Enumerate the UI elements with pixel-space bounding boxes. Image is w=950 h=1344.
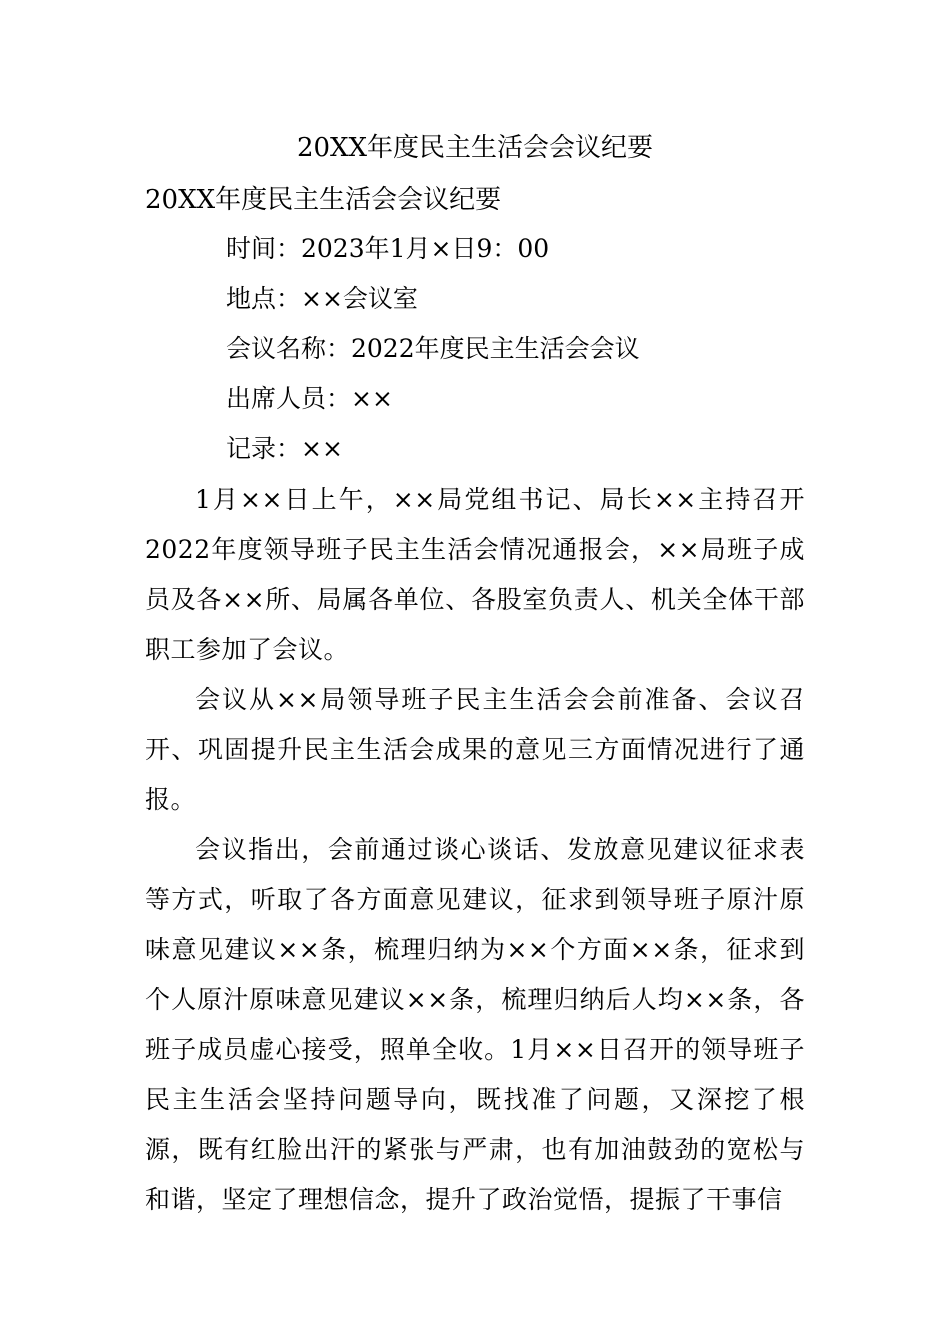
- body-paragraph: 会议指出，会前通过谈心谈话、发放意见建议征求表等方式，听取了各方面意见建议，征求到领导班子原汁原味意见建议××条，梳理归纳为××个方面××条，征求到个人原汁原味意见建议××条，梳理归纳后人均××条，各班子成员虚心接受，照单全收。1月××日召开的领导班子民主生活会坚持问题导向，既找准了问题，又深挖了根源，既有红脸出汗的紧张与严肃，也有加油鼓劲的宽松与和谐，坚定了理想信念，提升了政治觉悟，提振了干事信: [145, 835, 805, 1214]
- body-paragraph: 会议从××局领导班子民主生活会会前准备、会议召开、巩固提升民主生活会成果的意见三方面情况进行了通报。: [145, 685, 805, 814]
- document-title: 20XX年度民主生活会会议纪要: [296, 133, 654, 163]
- document-subtitle: 20XX年度民主生活会会议纪要: [145, 185, 502, 215]
- meeting-place: 地点：××会议室: [226, 284, 418, 313]
- meeting-recorder: 记录：××: [226, 434, 343, 463]
- meeting-time: 时间：2023年1月×日9：00: [226, 234, 550, 263]
- meeting-attendees: 出席人员：××: [226, 384, 393, 413]
- meeting-name: 会议名称：2022年度民主生活会会议: [226, 334, 640, 363]
- body-paragraph: 1月××日上午，××局党组书记、局长××主持召开2022年度领导班子民主生活会情况通报会，××局班子成员及各××所、局属各单位、各股室负责人、机关全体干部职工参加了会议。: [145, 485, 805, 664]
